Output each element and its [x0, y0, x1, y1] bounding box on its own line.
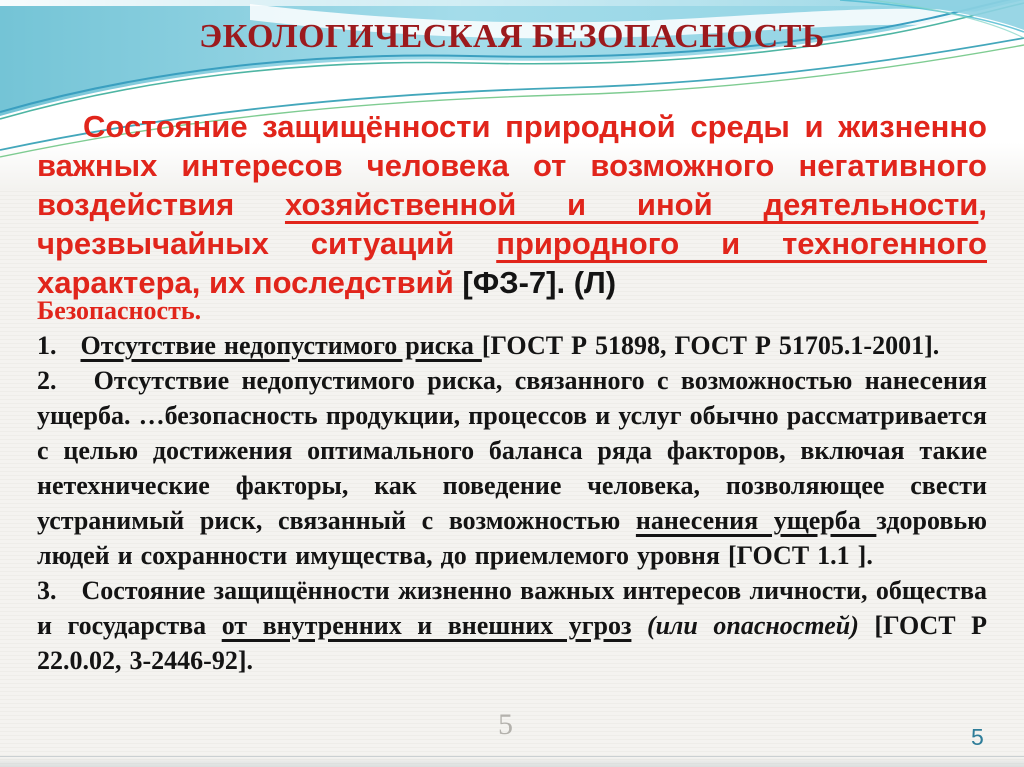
- terms-heading: Безопасность.: [37, 296, 202, 325]
- text-run: [ГОСТ Р 51898, ГОСТ Р 51705.1-2001].: [481, 331, 940, 360]
- definition-paragraph: [37, 107, 987, 302]
- terms-block: [37, 293, 987, 678]
- watermark-page-number: 5: [498, 708, 513, 741]
- term-item-2: [37, 363, 987, 573]
- text-run: 3. Состояние защищённости жизненно важных интересов личности, общества и государства: [37, 576, 987, 640]
- text-run: природного и техногенного: [496, 226, 987, 261]
- text-run: нанесения ущерба: [635, 506, 877, 535]
- text-run: [ФЗ-7]. (Л): [462, 265, 617, 300]
- page-number: 5: [971, 724, 984, 750]
- slide-title: ЭКОЛОГИЧЕСКАЯ БЕЗОПАСНОСТЬ: [199, 18, 825, 55]
- text-run: 1.: [37, 331, 81, 360]
- text-run: [631, 611, 647, 640]
- text-run: характера, их последствий: [37, 265, 463, 300]
- text-run: [ГОСТ Р 22.0.02, 3-2446-92].: [37, 611, 988, 675]
- text-run: Отсутствие недопустимого риска: [80, 331, 482, 360]
- term-item-3: [37, 573, 987, 678]
- term-item-1: [37, 328, 987, 363]
- text-run: (или опасностей): [646, 611, 859, 640]
- text-run: здоровью людей и сохранности имущества, до приемлемого уровня [ГОСТ 1.1 ].: [37, 506, 987, 570]
- slide-bottom-edge: [0, 756, 1024, 767]
- text-run: Состояние защищённости природной среды и жизненно важных интересов человека от возможного негативного воздействия: [37, 109, 987, 222]
- text-run: от внутренних и внешних угроз: [221, 611, 632, 640]
- text-run: хозяйственной и иной деятельности: [284, 187, 979, 222]
- text-run: 2. Отсутствие недопустимого риска, связанного с возможностью нанесения ущерба. …безопасность продукции, процессов и услуг обычно рассматривается с целью достижения оптимального баланса ряда факторов, включая такие нетехнические факторы, как поведение человека, позволяющее свести устранимый риск, связанный с возможностью: [37, 366, 987, 535]
- text-run: , чрезвычайных ситуаций: [37, 187, 987, 261]
